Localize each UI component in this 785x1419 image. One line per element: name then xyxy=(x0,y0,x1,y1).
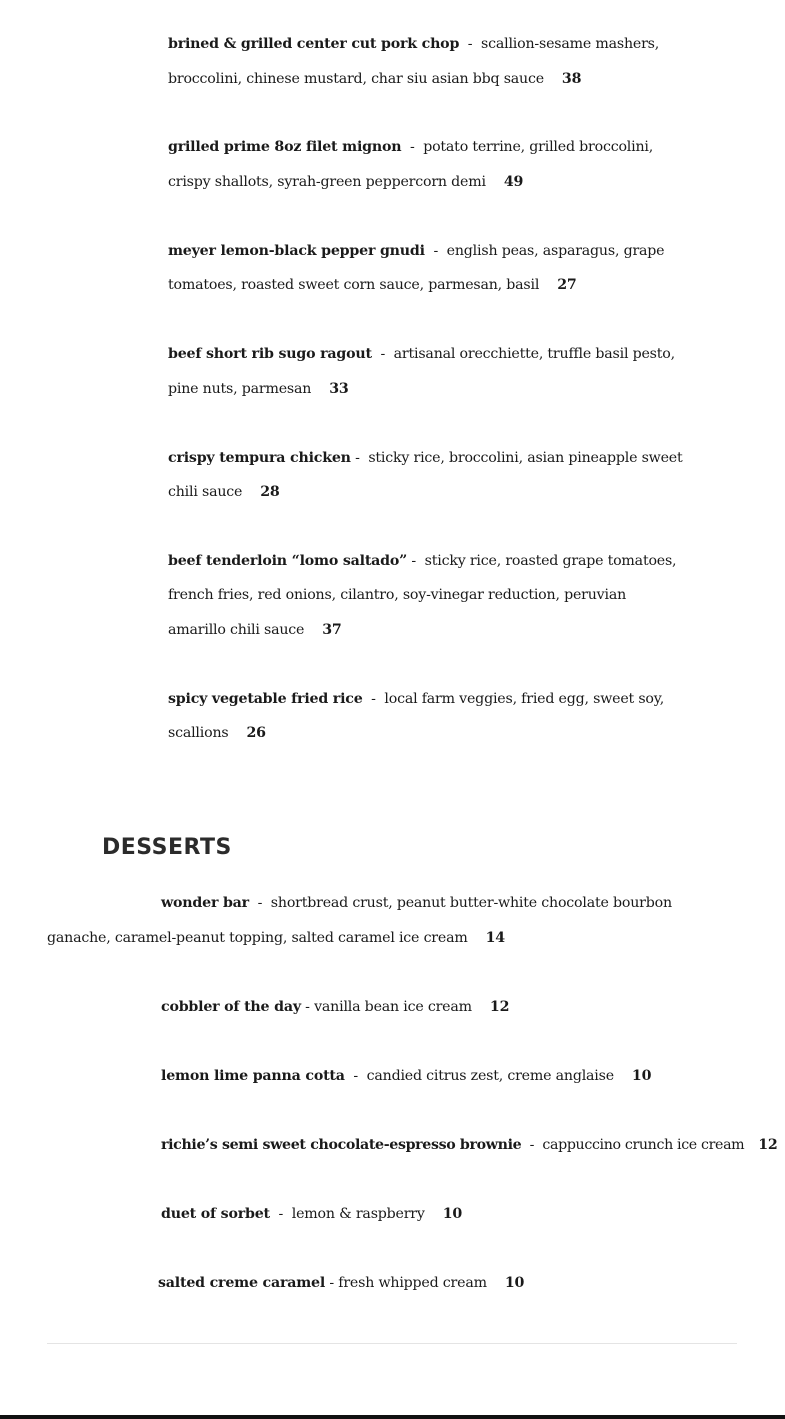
item-price: 37 xyxy=(322,622,342,639)
item-separator: - xyxy=(300,999,315,1015)
dessert-item xyxy=(47,886,737,955)
item-price: 38 xyxy=(561,70,582,87)
item-separator: - xyxy=(344,1068,367,1084)
item-name: lemon lime panna cotta xyxy=(161,1068,345,1084)
item-price: 10 xyxy=(504,1275,525,1291)
item-description: fresh whipped cream xyxy=(338,1275,487,1291)
item-separator: - xyxy=(521,1137,543,1153)
item-description: potato terrine, grilled broccolini, crispy shallots, syrah-green peppercorn demi xyxy=(168,139,654,190)
item-separator: - xyxy=(269,1206,292,1222)
item-name: crispy tempura chicken xyxy=(168,449,351,466)
menu-item xyxy=(168,337,688,406)
entrees-list xyxy=(168,27,688,785)
item-separator: - xyxy=(401,139,424,156)
item-name: beef tenderloin “lomo saltado” xyxy=(168,552,408,569)
page-bottom-border xyxy=(0,1415,785,1419)
desserts-heading: DESSERTS xyxy=(102,835,232,860)
menu-item xyxy=(168,234,688,303)
section-divider xyxy=(47,1343,737,1344)
item-separator: - xyxy=(371,346,394,363)
dessert-item xyxy=(161,1059,651,1094)
item-name: spicy vegetable fried rice xyxy=(168,690,363,707)
item-price: 10 xyxy=(442,1206,463,1222)
item-description: sticky rice, broccolini, asian pineapple sweet chili sauce xyxy=(168,449,683,501)
item-name: beef short rib sugo ragout xyxy=(168,346,372,363)
item-description: artisanal orecchiette, truffle basil pesto, pine nuts, parmesan xyxy=(168,346,675,397)
item-separator: - xyxy=(459,36,482,52)
item-price: 27 xyxy=(557,277,577,294)
item-description: sticky rice, roasted grape tomatoes, french fries, red onions, cilantro, soy-vinegar reduction, peruvian amarillo chili sauce xyxy=(168,552,677,639)
item-price: 10 xyxy=(631,1068,652,1084)
item-separator: - xyxy=(248,895,271,911)
item-description: lemon & raspberry xyxy=(291,1206,425,1222)
item-separator: - xyxy=(424,242,447,259)
menu-item xyxy=(168,682,688,751)
dessert-item xyxy=(161,1128,777,1163)
item-description: scallion-sesame mashers, broccolini, chinese mustard, char siu asian bbq sauce xyxy=(168,36,660,87)
item-description: shortbread crust, peanut butter-white chocolate bourbon ganache, caramel-peanut topping, salted caramel ice cream xyxy=(47,895,672,946)
item-price: 12 xyxy=(758,1137,778,1153)
item-name: salted creme caramel xyxy=(158,1275,326,1291)
item-description: local farm veggies, fried egg, sweet soy, scallions xyxy=(168,690,665,742)
item-separator: - xyxy=(407,552,425,569)
item-name: brined & grilled center cut pork chop xyxy=(168,36,460,52)
item-price: 33 xyxy=(329,380,349,397)
menu-item xyxy=(168,130,688,199)
item-price: 26 xyxy=(246,725,266,742)
item-name: meyer lemon-black pepper gnudi xyxy=(168,242,425,259)
dessert-item xyxy=(158,1266,524,1301)
item-description: cappuccino crunch ice cream xyxy=(542,1137,745,1153)
item-separator: - xyxy=(362,690,385,707)
item-name: cobbler of the day xyxy=(161,999,301,1015)
item-description: candied citrus zest, creme anglaise xyxy=(366,1068,614,1084)
menu-item xyxy=(168,544,688,648)
item-price: 14 xyxy=(485,929,505,946)
item-name: duet of sorbet xyxy=(161,1206,270,1222)
item-name: wonder bar xyxy=(161,895,249,911)
item-name: richie’s semi sweet chocolate-espresso brownie xyxy=(161,1137,522,1153)
item-price: 28 xyxy=(260,484,280,501)
menu-item xyxy=(168,441,688,510)
dessert-item xyxy=(161,990,509,1025)
item-description: english peas, asparagus, grape tomatoes, roasted sweet corn sauce, parmesan, basil xyxy=(168,242,665,294)
dessert-item xyxy=(161,1197,462,1232)
item-price: 12 xyxy=(489,999,510,1015)
item-name: grilled prime 8oz filet mignon xyxy=(168,139,402,156)
item-separator: - xyxy=(350,449,369,466)
item-description: vanilla bean ice cream xyxy=(314,999,472,1015)
item-price: 49 xyxy=(503,173,524,190)
menu-item xyxy=(168,27,688,96)
item-separator: - xyxy=(325,1275,339,1291)
